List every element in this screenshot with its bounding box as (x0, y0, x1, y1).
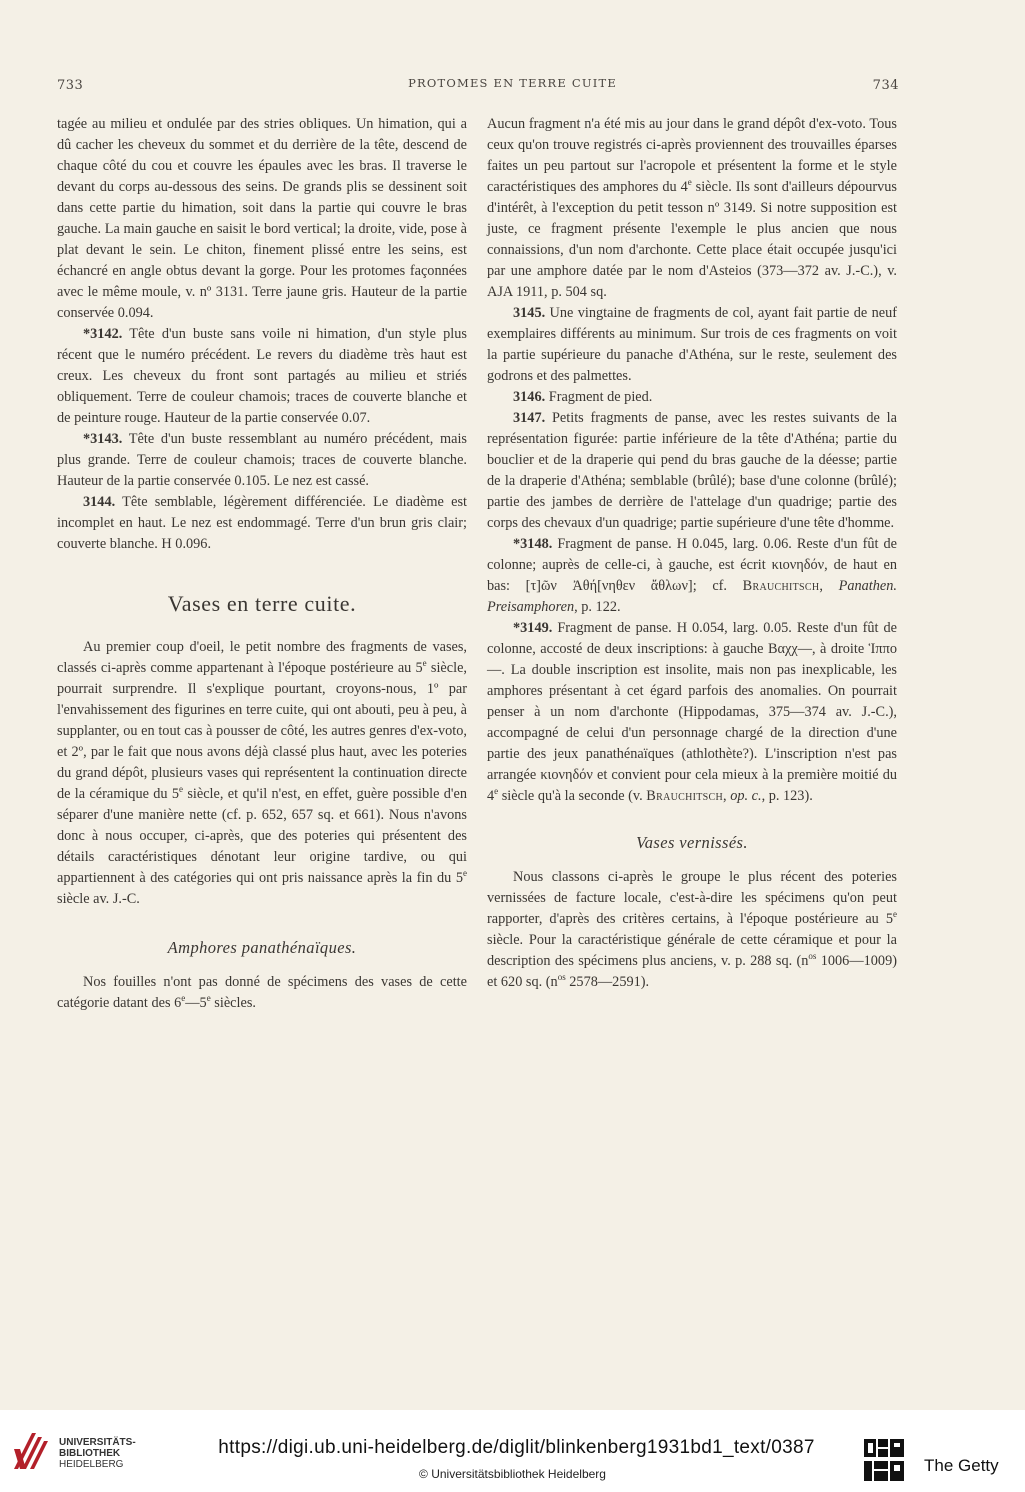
entry-text: Fragment de pied. (545, 389, 653, 405)
right-column (487, 114, 897, 993)
superscript: e (181, 993, 186, 1004)
entry-number: 3147. (513, 410, 546, 426)
text-run: Nous classons ci-après le groupe le plus récent des poteries vernissées de facture locale, c'est-à-dire les spécimens qu'on peut rapporter, d'après des critères certains, à l'époque postérieure au 5 (487, 869, 897, 927)
entry-number: *3148. (513, 536, 553, 552)
entry-number: 3144. (83, 494, 116, 510)
author-name: Brauchitsch (742, 578, 820, 594)
entry-text: Tête d'un buste sans voile ni himation, d'un style plus récent que le numéro précédent. Le revers du diadème très haut est creux. Les cheveux du front sont partagés au milieu et striés obliquement. Terre de couleur chamois; traces de couverte blanche et de peinture rouge. Hauteur de la partie conservée 0.07. (57, 326, 467, 426)
library-name-line: HEIDELBERG (59, 1459, 124, 1470)
library-name-line: UNIVERSITÄTS- (59, 1437, 136, 1448)
entry-text: Fragment de panse. H 0.054, larg. 0.05. Reste d'un fût de colonne, accosté de deux inscriptions: à gauche Βαχχ—, à droite Ἱππο—. La double inscription est insolite, mais non pas inexplicable, les amphores présentant à cet égard parfois des anomalies. On pourrait penser à un nom d'archonte (Hippodamas, 375—374 av. J.-C.), accompagné de celui d'un personnage chargé de la direction d'une partie des jeux panathénaïques (athlothète?). L'inscription n'est pas arrangée κιονηδόν et convient pour cela mieux à la première moitié du 4 (487, 620, 897, 804)
permalink-url[interactable]: https://digi.ub.uni-heidelberg.de/diglit/blinkenberg1931bd1_text/0387 (218, 1437, 815, 1458)
superscript: e (893, 909, 897, 920)
text-run: —5 (185, 995, 207, 1011)
entry-text: Tête d'un buste ressemblant au numéro précédent, mais plus grande. Terre de couleur chamois; traces de couverte blanche. Hauteur de la partie conservée 0.105. Le nez est cassé. (57, 431, 467, 489)
entry-number: *3149. (513, 620, 553, 636)
text-run: 1006—1009) et 620 sq. (n (487, 953, 897, 990)
text-run: siècle, et qu'il n'est, en effet, guère possible d'en séparer d'une manière nette (cf. p. 652, 657 sq. et 661). Nous n'avons donc à nous occuper, ci-après, que des poteries qui présentent des détails caractéristiques dénotant leur origine tardive, ou qui appartiennent à des catégories qui ont pris naissance après la fin du 5 (57, 786, 467, 886)
text-run: siècle, pourrait surprendre. Il s'explique pourtant, croyons-nous, 1º par l'envahissement des figurines en terre cuite, qui ont abouti, peu à peu, à supplanter, ou en tout cas à pousser de côté, les autres genres d'ex-voto, et 2º, par le fait que nous avons déjà classé plus haut, avec les poteries du grand dépôt, plusieurs vases qui représentent la continuation directe de la céramique du 5 (57, 660, 467, 802)
entry-number: 3146. (513, 389, 546, 405)
text-run: Au premier coup d'oeil, le petit nombre des fragments de vases, classés ci-après comme appartenant à l'époque postérieure au 5 (57, 639, 467, 676)
text-run: Aucun fragment n'a été mis au jour dans le grand dépôt d'ex-voto. Tous ceux qu'on trouve registrés ci-après proviennent des trouvailles éparses faites un peu partout sur l'acropole et présentent la forme et le style caractéristiques des amphores du 4 (487, 116, 897, 195)
paragraph-amphores (57, 972, 467, 1014)
paragraph-vases-intro (57, 637, 467, 910)
subsection-heading-amphores: Amphores panathénaïques. (167, 938, 357, 957)
subsection-heading-vernisses: Vases vernissés. (636, 833, 748, 852)
superscript: e (494, 786, 499, 797)
superscript: e (179, 784, 184, 795)
entry-text: Petits fragments de panse, avec les restes suivants de la représentation figurée: partie inférieure de la tête d'Athéna; partie du bouclier et de la draperie qui pend du bras gauche de la déesse; partie de la draperie d'Athéna; semblable (brûlé); base d'une colonne (brûlé); partie des jambes de derrière de l'attelage d'un quadrige; partie des corps des chevaux d'un quadrige; partie supérieure d'une tête d'homme. (487, 410, 897, 531)
superscript: e (463, 868, 467, 879)
text-run: siècle. Pour la caractéristique générale de cette céramique et pour la description des spécimens plus anciens, v. p. 288 sq. (n (487, 932, 897, 969)
entry-number: *3143. (83, 431, 123, 447)
text-run: , p. 122. (574, 599, 621, 615)
text-run: , (819, 578, 839, 594)
author-name: Brauchitsch (646, 788, 724, 804)
entry-3149 (487, 618, 897, 807)
text-run: siècle qu'à la seconde (v. (498, 788, 647, 804)
paragraph-amphores-cont (487, 114, 897, 303)
entry-text: Une vingtaine de fragments de col, ayant fait partie de neuf exemplaires différents au minimum. Sur trois de ces fragments on voit la partie supérieure du panache d'Athéna, sur le reste, seulement des godrons et des palmettes. (487, 305, 897, 384)
entry-3148 (487, 534, 897, 618)
superscript: e (422, 658, 427, 669)
entry-number: *3142. (83, 326, 123, 342)
entry-3143 (57, 429, 467, 492)
citation-title: Panathen. Preisamphoren (487, 578, 897, 615)
entry-3147 (487, 408, 897, 534)
superscript: e (687, 177, 692, 188)
left-column (57, 114, 467, 1014)
text-run: siècles. (210, 995, 256, 1011)
getty-logo-icon (862, 1437, 908, 1485)
library-name-line: BIBLIOTHEK (59, 1448, 121, 1459)
page-number-left: 733 (57, 78, 84, 93)
running-title: PROTOMES EN TERRE CUITE (408, 76, 617, 90)
entry-text: Fragment de panse. H 0.045, larg. 0.06. Reste d'un fût de colonne; auprès de celle-ci, à gauche, est écrit κιονηδόν, de haut en bas: [τ]ῶν Ἀθή[νηθεν ἄθλων]; cf. (487, 536, 897, 594)
entry-3144 (57, 492, 467, 555)
text-run: siècle. Ils sont d'ailleurs dépourvus d'intérêt, à l'exception du petit tesson nº 3149. Si notre supposition est juste, ce fragment présente l'exemple le plus ancien que nous connaissions, d'un nom d'archonte. Cette place était occupée jusqu'ici par une amphore datée par le nom d'Asteios (373—372 av. J.-C.), v. AJA 1911, p. 504 sq. (487, 179, 897, 300)
superscript: os (557, 972, 566, 983)
entry-3145 (487, 303, 897, 387)
entry-3142 (57, 324, 467, 429)
entry-text: Tête semblable, légèrement différenciée. Le diadème est incomplet en haut. Le nez est endommagé. Terre d'un brun gris clair; couverte blanche. H 0.096. (57, 494, 467, 552)
text-run: Nos fouilles n'ont pas donné de spécimens des vases de cette catégorie datant des 6 (57, 974, 467, 1011)
text-run: , (723, 788, 731, 804)
page-number-right: 734 (872, 78, 899, 93)
getty-label: The Getty (924, 1456, 999, 1475)
text-run: 2578—2591). (565, 974, 650, 990)
viewer-footer (0, 1410, 1025, 1492)
paragraph-continuation: tagée au milieu et ondulée par des stries obliques. Un himation, qui a dû cacher les cheveux du sommet et du derrière de la tête, descend de chaque côté du cou et couvre les épaules avec les bras. Il traverse le devant du corps au-dessous des seins. De grands plis se dessinent soit dans cette partie du himation, soit dans la partie qui couvre le bras gauche. La main gauche en saisit le bord vertical; la droite, vide, pose à plat devant le sein. Le chiton, finement plissé entre les seins, est échancré en angle obtus devant la gorge. Pour les protomes façonnées avec le même moule, v. nº 3131. Terre jaune gris. Hauteur de la partie conservée 0.094. (57, 116, 467, 321)
copyright-notice: © Universitätsbibliothek Heidelberg (419, 1467, 606, 1481)
section-heading-vases: Vases en terre cuite. (167, 591, 357, 616)
citation-title: op. c. (730, 788, 762, 804)
entry-number: 3145. (513, 305, 546, 321)
text-run: , p. 123). (761, 788, 813, 804)
text-run: siècle av. J.-C. (57, 891, 140, 907)
superscript: e (206, 993, 211, 1004)
superscript: os (808, 951, 817, 962)
paragraph-vernisses (487, 867, 897, 993)
entry-3146 (487, 387, 897, 408)
